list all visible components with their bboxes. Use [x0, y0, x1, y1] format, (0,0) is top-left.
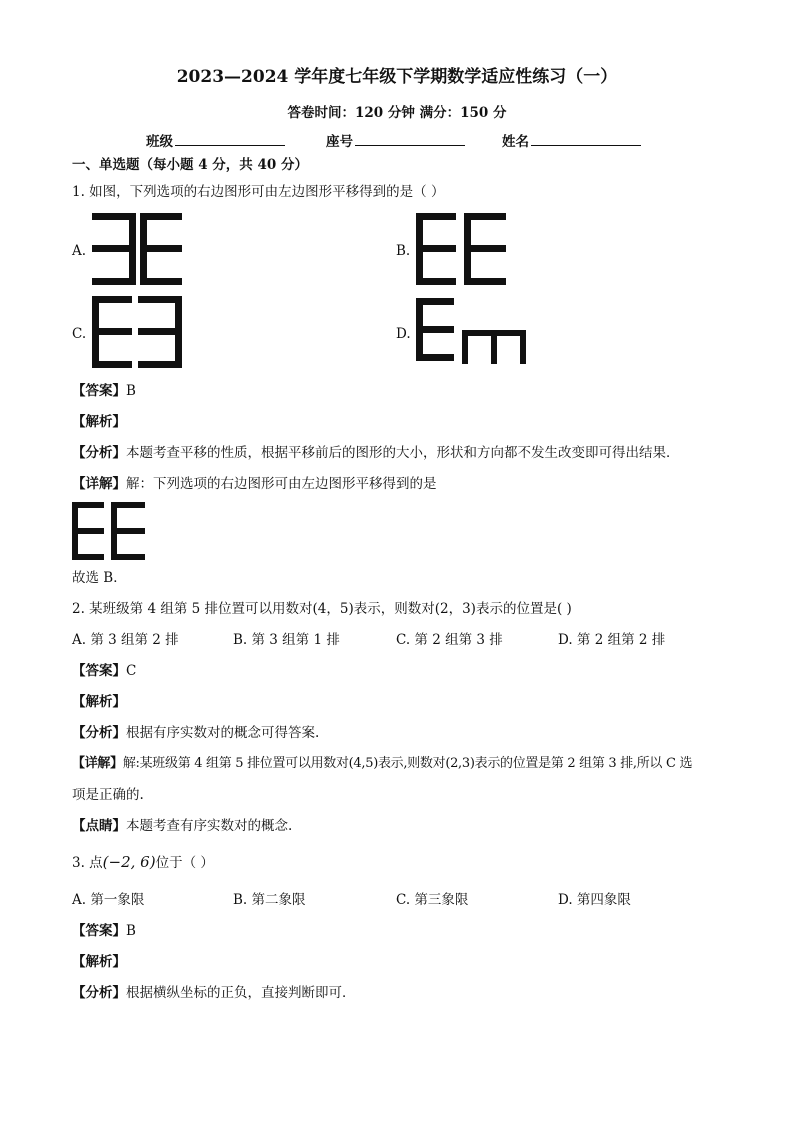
q2-fenxi: 根据有序实数对的概念可得答案. [126, 725, 320, 741]
q3-answer: B [126, 923, 136, 939]
q1-conclusion: 故选 B． [72, 570, 127, 586]
q3-stem-prefix: 3. 点 [72, 855, 103, 871]
seat-label: 座号 [326, 134, 353, 150]
q1-fenxi-line [72, 444, 680, 462]
q1-option-c-figure [92, 296, 184, 368]
q2-detail-1: 解:某班级第 4 组第 5 排位置可以用数对(4,5)表示,则数对(2,3)表示的位置是第 2 组第 3 排,所以 C 选 [122, 756, 693, 771]
q1-detail-figure [72, 502, 146, 560]
q1-fenxi-tag: 【分析】 [72, 445, 126, 461]
q3-analysis-tag: 【解析】 [72, 954, 126, 970]
q3-fenxi: 根据横纵坐标的正负，直接判断即可． [126, 985, 356, 1001]
q1-stem: 1. 如图，下列选项的右边图形可由左边图形平移得到的是（ ） [72, 184, 445, 200]
q3-option-d: D. 第四象限 [558, 892, 631, 908]
q1-answer: B [126, 383, 136, 399]
section-heading: 一、单选题（每小题 4 分，共 40 分） [72, 157, 308, 173]
q3-answer-tag: 【答案】 [72, 923, 126, 939]
q3-option-b: B. 第二象限 [233, 892, 306, 908]
q3-fenxi-tag: 【分析】 [72, 985, 126, 1001]
q1-answer-tag: 【答案】 [72, 383, 126, 399]
q2-detail-line-2: 项是正确的. [72, 787, 144, 803]
name-field [502, 131, 641, 151]
q2-answer: C [126, 663, 137, 679]
q2-stem: 2. 某班级第 4 组第 5 排位置可以用数对(4，5)表示，则数对(2，3)表示的位置是( ) [72, 601, 572, 617]
q1-option-c-label: C. [72, 326, 87, 342]
class-label: 班级 [146, 134, 173, 150]
q2-fenxi-line [72, 724, 319, 742]
q1-option-b-label: B. [396, 243, 411, 259]
q1-analysis-tag: 【解析】 [72, 414, 126, 430]
name-label: 姓名 [502, 134, 529, 150]
class-field [146, 131, 285, 151]
q1-detail-line [72, 475, 437, 493]
q2-analysis-tag: 【解析】 [72, 694, 126, 710]
q2-option-b: B. 第 3 组第 1 排 [233, 632, 340, 648]
q3-stem-suffix: 位于（ ） [155, 855, 214, 871]
q1-fenxi: 本题考查平移的性质，根据平移前后的图形的大小，形状和方向都不发生改变即可得出结果． [126, 445, 680, 461]
q1-option-d-label: D. [396, 326, 411, 342]
q1-option-a-figure [92, 213, 184, 285]
q3-answer-line [72, 922, 136, 940]
q2-fenxi-tag: 【分析】 [72, 725, 126, 741]
q2-dianjing-line [72, 817, 292, 835]
q1-option-b-figure [416, 213, 508, 285]
q3-option-a: A. 第一象限 [72, 892, 145, 908]
q2-option-d: D. 第 2 组第 2 排 [558, 632, 666, 648]
class-blank[interactable] [175, 131, 285, 146]
q3-option-c: C. 第三象限 [396, 892, 469, 908]
seat-field [326, 131, 465, 151]
q3-point: (−2, 6) [102, 853, 156, 871]
q2-detail-tag: 【详解】 [72, 756, 123, 771]
seat-blank[interactable] [355, 131, 465, 146]
q2-dianjing: 本题考查有序实数对的概念. [126, 818, 293, 834]
q3-fenxi-line [72, 984, 356, 1002]
q2-option-c: C. 第 2 组第 3 排 [396, 632, 503, 648]
exam-info: 答卷时间：120 分钟 满分：150 分 [287, 105, 507, 121]
q2-answer-tag: 【答案】 [72, 663, 126, 679]
name-blank[interactable] [531, 131, 641, 146]
q1-detail: 解：下列选项的右边图形可由左边图形平移得到的是 [126, 476, 437, 492]
q2-dianjing-tag: 【点睛】 [72, 818, 126, 834]
q1-answer-line [72, 382, 136, 400]
q2-option-a: A. 第 3 组第 2 排 [72, 632, 179, 648]
q2-answer-line [72, 662, 136, 680]
page-title: 2023—2024 学年度七年级下学期数学适应性练习（一） [176, 67, 618, 87]
q2-detail-line [72, 755, 692, 773]
q1-option-d-figure [416, 298, 528, 366]
q3-stem [72, 853, 214, 872]
q1-option-a-label: A. [72, 243, 87, 259]
q1-detail-tag: 【详解】 [72, 476, 126, 492]
